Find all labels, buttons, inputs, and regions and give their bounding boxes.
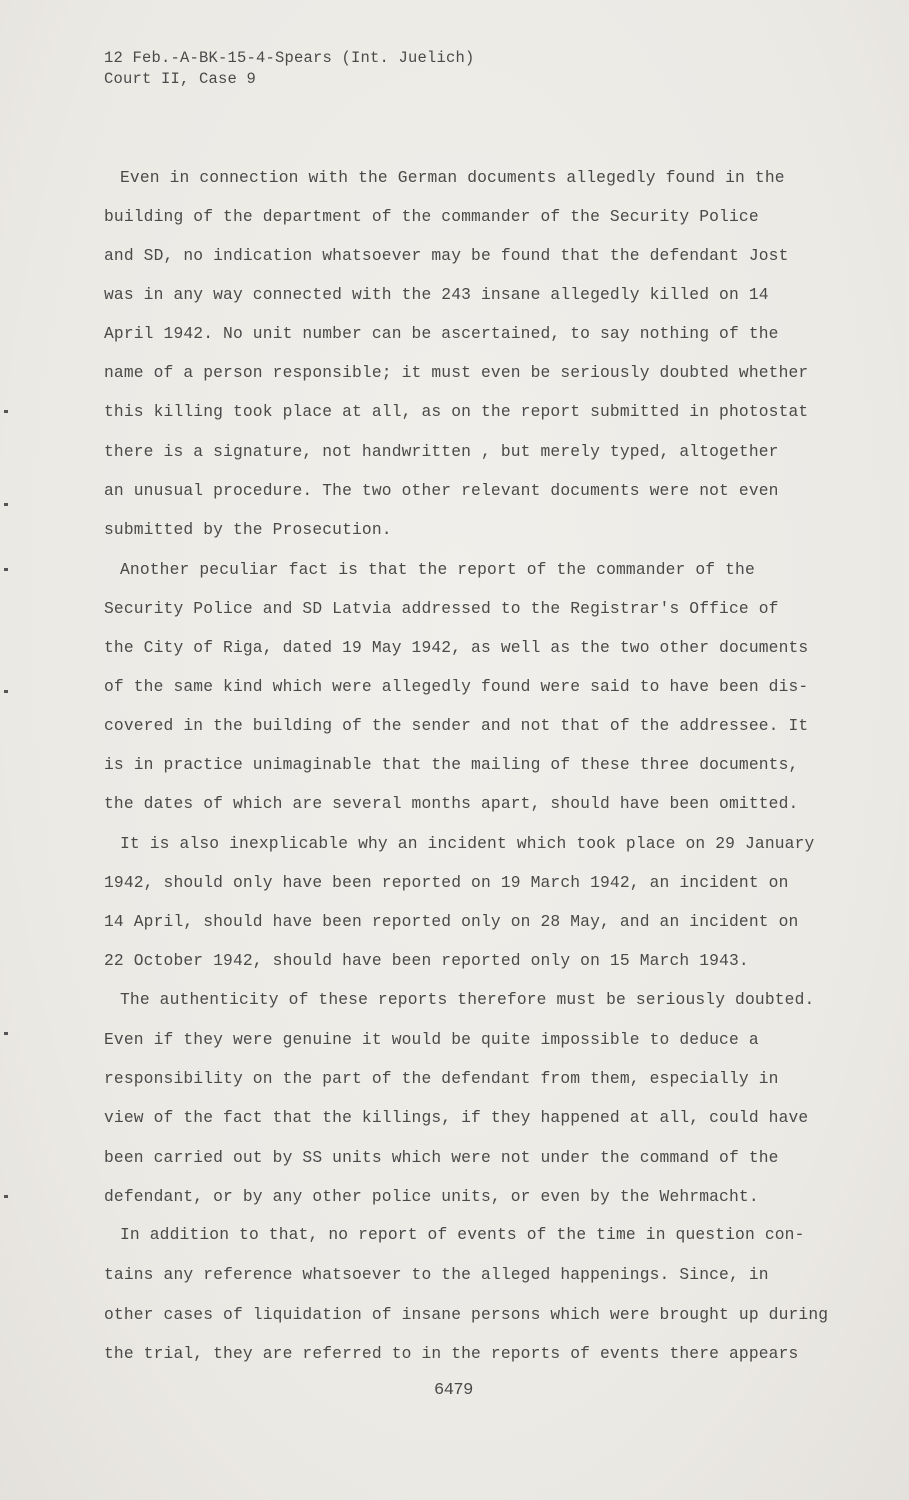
text-line: the City of Riga, dated 19 May 1942, as well as the two other documents — [104, 638, 809, 657]
header-court-case: Court II, Case 9 — [104, 70, 257, 88]
text-line: an unusual procedure. The two other relevant documents were not even — [104, 481, 779, 500]
margin-mark — [4, 568, 8, 571]
text-line: the trial, they are referred to in the reports of events there appears — [104, 1344, 799, 1363]
text-line: The authenticity of these reports therefore must be seriously doubted. — [120, 990, 815, 1009]
text-line: Another peculiar fact is that the report of the commander of the — [120, 560, 755, 579]
text-line: building of the department of the commander of the Security Police — [104, 207, 759, 226]
margin-mark — [4, 503, 8, 506]
margin-mark — [4, 690, 8, 693]
text-line: there is a signature, not handwritten , but merely typed, altogether — [104, 442, 779, 461]
text-line: defendant, or by any other police units, or even by the Wehrmacht. — [104, 1187, 759, 1206]
text-line: tains any reference whatsoever to the alleged happenings. Since, in — [104, 1265, 769, 1284]
text-line: and SD, no indication whatsoever may be found that the defendant Jost — [104, 246, 789, 265]
text-line: view of the fact that the killings, if they happened at all, could have — [104, 1108, 809, 1127]
text-line: covered in the building of the sender and not that of the addressee. It — [104, 716, 809, 735]
margin-mark — [4, 410, 8, 413]
header-reference: 12 Feb.-A-BK-15-4-Spears (Int. Juelich) — [104, 49, 475, 67]
text-line: been carried out by SS units which were not under the command of the — [104, 1148, 779, 1167]
text-line: was in any way connected with the 243 insane allegedly killed on 14 — [104, 285, 769, 304]
text-line: is in practice unimaginable that the mailing of these three documents, — [104, 755, 799, 774]
margin-mark — [4, 1032, 8, 1035]
text-line: 22 October 1942, should have been reported only on 15 March 1943. — [104, 951, 749, 970]
text-line: name of a person responsible; it must even be seriously doubted whether — [104, 363, 809, 382]
document-header — [104, 48, 475, 90]
text-line: responsibility on the part of the defendant from them, especially in — [104, 1069, 779, 1088]
text-line: of the same kind which were allegedly found were said to have been dis- — [104, 677, 809, 696]
text-line: Security Police and SD Latvia addressed to the Registrar's Office of — [104, 599, 779, 618]
margin-mark — [4, 1195, 8, 1198]
text-line: 1942, should only have been reported on 19 March 1942, an incident on — [104, 873, 789, 892]
text-line: other cases of liquidation of insane persons which were brought up during — [104, 1305, 829, 1324]
text-line: Even if they were genuine it would be quite impossible to deduce a — [104, 1030, 759, 1049]
text-line: In addition to that, no report of events of the time in question con- — [120, 1225, 805, 1244]
text-line: this killing took place at all, as on the report submitted in photostat — [104, 402, 809, 421]
text-line: April 1942. No unit number can be ascertained, to say nothing of the — [104, 324, 779, 343]
page-number: 6479 — [434, 1381, 473, 1400]
text-line: 14 April, should have been reported only on 28 May, and an incident on — [104, 912, 799, 931]
text-line: the dates of which are several months apart, should have been omitted. — [104, 794, 799, 813]
text-line: submitted by the Prosecution. — [104, 520, 392, 539]
text-line: Even in connection with the German documents allegedly found in the — [120, 168, 785, 187]
text-line: It is also inexplicable why an incident which took place on 29 January — [120, 834, 815, 853]
